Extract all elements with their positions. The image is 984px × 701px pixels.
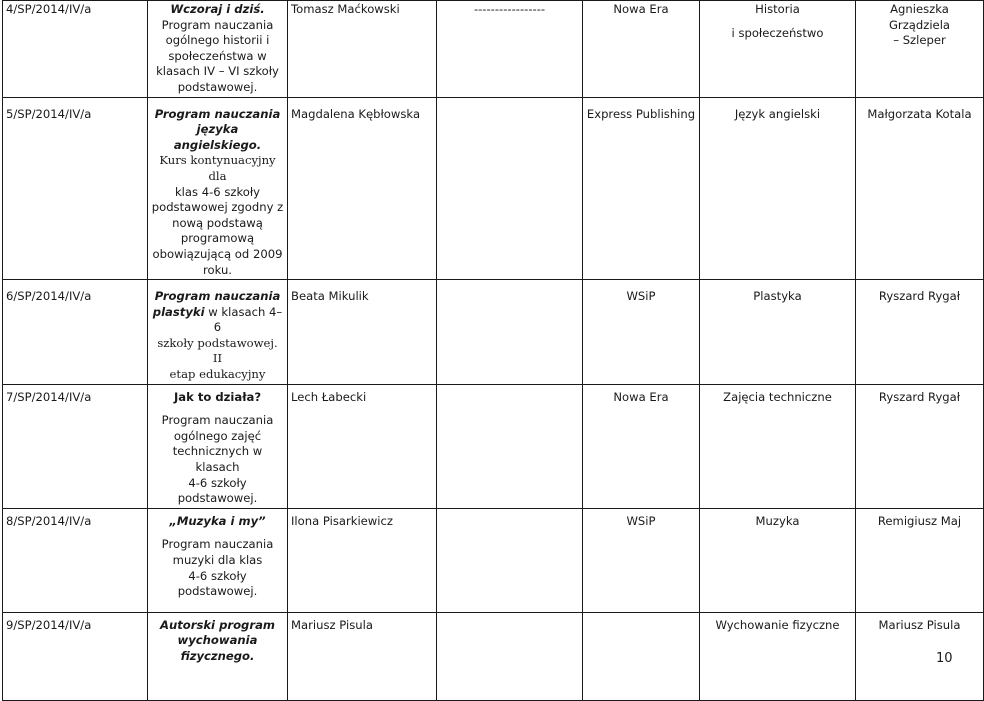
author: Mariusz Pisula [288,612,437,700]
empty-cell [437,384,583,508]
empty-cell [437,97,583,280]
publisher: WSiP [583,280,700,385]
author: Lech Łabecki [288,384,437,508]
curriculum-register-table [2,0,984,701]
publisher: WSiP [583,508,700,612]
subject: Język angielski [700,97,856,280]
page-number: 10 [936,651,953,666]
empty-cell [437,280,583,385]
table-row [3,508,984,612]
registration-number: 8/SP/2014/IV/a [3,508,148,612]
teacher: Ryszard Rygał [856,384,984,508]
subject: Muzyka [700,508,856,612]
registration-number: 5/SP/2014/IV/a [3,97,148,280]
author: Beata Mikulik [288,280,437,385]
program-title: Program nauczania języka angielskiego. Kurs kontynuacyjny dla klas 4-6 szkoły podstawowej zgodny z nową podstawą programową obowiązującą od 2009 roku. [148,97,288,280]
subject: Wychowanie fizyczne [700,612,856,700]
registration-number: 4/SP/2014/IV/a [3,1,148,98]
registration-number: 7/SP/2014/IV/a [3,384,148,508]
author-dashes: ----------------- [437,1,583,98]
subject: Historia i społeczeństwo [700,1,856,98]
empty-cell [437,508,583,612]
publisher: Express Publishing [583,97,700,280]
publisher: Nowa Era [583,384,700,508]
table-row [3,280,984,385]
registration-number: 9/SP/2014/IV/a [3,612,148,700]
program-title: Wczoraj i dziś. Program nauczania ogólnego historii i społeczeństwa w klasach IV – VI szkoły podstawowej. [148,1,288,98]
teacher: Ryszard Rygał [856,280,984,385]
subject: Zajęcia techniczne [700,384,856,508]
teacher: Agnieszka Grządziela – Szleper [856,1,984,98]
author: Tomasz Maćkowski [288,1,437,98]
publisher [583,612,700,700]
empty-cell [437,612,583,700]
teacher: Remigiusz Maj [856,508,984,612]
program-title: Autorski program wychowania fizycznego. [148,612,288,700]
program-title: Jak to działa? Program nauczania ogólnego zajęć technicznych w klasach 4-6 szkoły podstawowej. [148,384,288,508]
author: Ilona Pisarkiewicz [288,508,437,612]
registration-number: 6/SP/2014/IV/a [3,280,148,385]
program-title: „Muzyka i my” Program nauczania muzyki dla klas 4-6 szkoły podstawowej. [148,508,288,612]
table-row [3,1,984,98]
table-row [3,612,984,700]
table-row [3,384,984,508]
teacher: Małgorzata Kotala [856,97,984,280]
subject: Plastyka [700,280,856,385]
author: Magdalena Kębłowska [288,97,437,280]
publisher: Nowa Era [583,1,700,98]
table-row [3,97,984,280]
program-title: Program nauczania plastyki w klasach 4–6 szkoły podstawowej. II etap edukacyjny [148,280,288,385]
teacher: Mariusz Pisula [856,612,984,700]
